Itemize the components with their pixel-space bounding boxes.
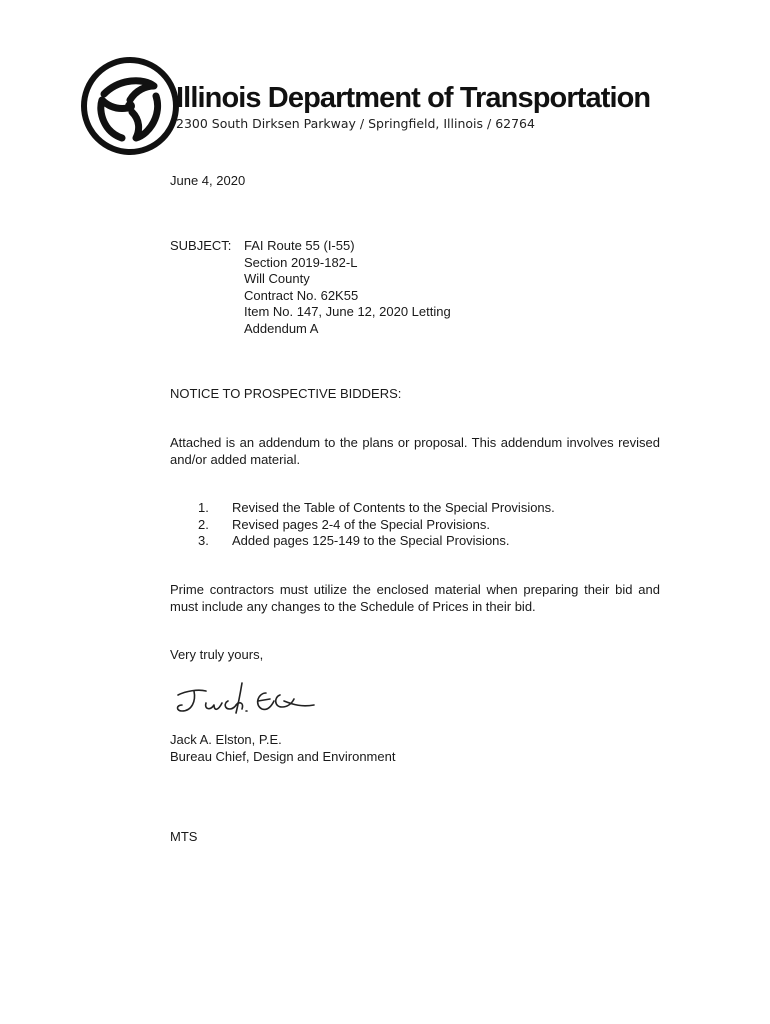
subject-line: FAI Route 55 (I-55) (244, 238, 355, 253)
subject-block (170, 238, 451, 337)
subject-line: Contract No. 62K55 (244, 287, 359, 303)
organization-name: Illinois Department of Transportation (176, 82, 651, 114)
list-item-number: 3. (198, 533, 209, 548)
subject-lines (244, 238, 451, 337)
list-item-number: 1. (198, 500, 209, 515)
list-item-text: Revised the Table of Contents to the Special Provisions. (232, 500, 555, 515)
signer-block (170, 732, 395, 765)
signer-title: Bureau Chief, Design and Environment (170, 748, 396, 764)
addendum-items-list (170, 500, 555, 550)
subject-line: Section 2019-182-L (244, 254, 358, 270)
idot-logo-icon (80, 56, 180, 156)
handwritten-signature-icon (170, 675, 320, 725)
signer-name: Jack A. Elston, P.E. (170, 732, 282, 747)
list-item-text: Added pages 125-149 to the Special Provisions. (232, 533, 510, 548)
letter-date: June 4, 2020 (170, 173, 246, 188)
typist-initials: MTS (170, 829, 198, 844)
list-item (170, 500, 555, 517)
subject-line: Will County (244, 271, 310, 286)
organization-address: 2300 South Dirksen Parkway / Springfield, Illinois / 62764 (176, 116, 535, 131)
subject-line: Item No. 147, June 12, 2020 Letting (244, 304, 451, 319)
notice-heading: NOTICE TO PROSPECTIVE BIDDERS: (170, 386, 402, 401)
intro-paragraph: Attached is an addendum to the plans or proposal. This addendum involves revised and/or added material. (170, 435, 660, 467)
list-item (170, 517, 555, 534)
subject-label: SUBJECT: (170, 238, 232, 253)
letterhead (176, 82, 736, 131)
list-item (170, 533, 555, 550)
list-item-text: Revised pages 2-4 of the Special Provisions. (232, 516, 490, 532)
closing-salutation: Very truly yours, (170, 647, 264, 662)
list-item-number: 2. (198, 516, 209, 532)
subject-line: Addendum A (244, 320, 319, 336)
prime-contractors-paragraph: Prime contractors must utilize the enclosed material when preparing their bid and must include any changes to the Schedule of Prices in their bid. (170, 582, 660, 614)
